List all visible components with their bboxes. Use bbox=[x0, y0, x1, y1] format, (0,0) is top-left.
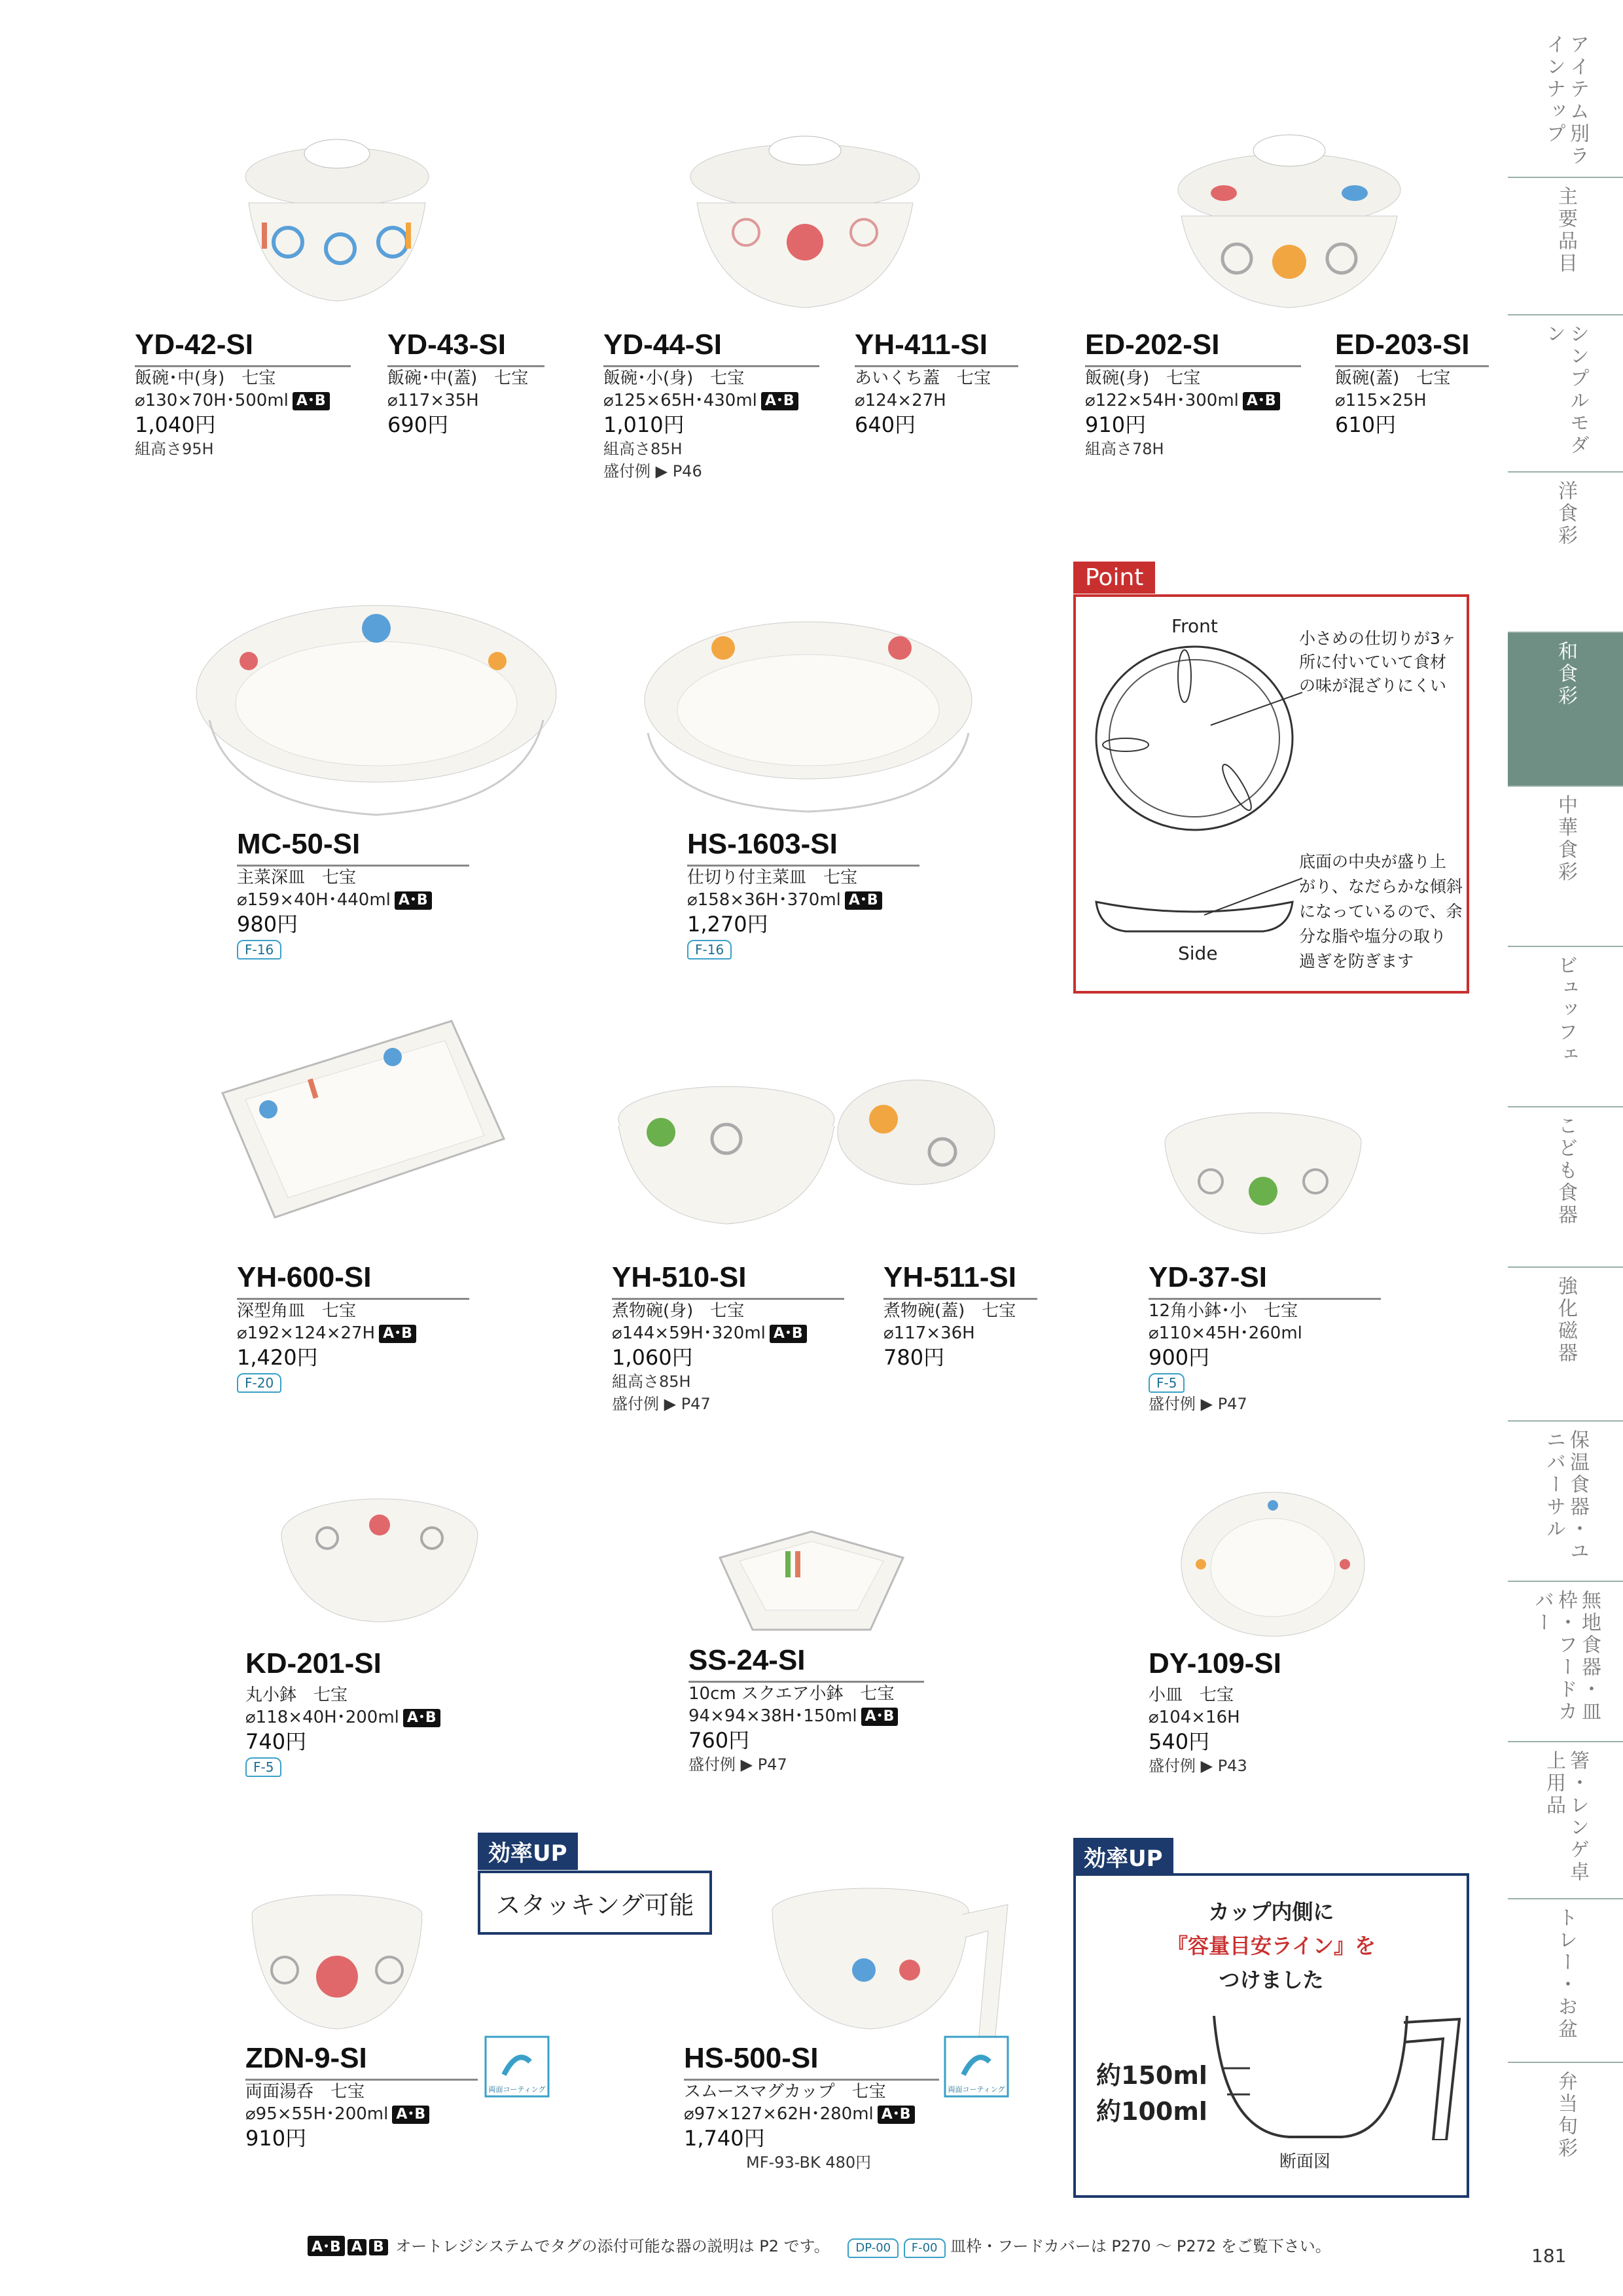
product-price: 1,420円 bbox=[237, 1345, 318, 1370]
frame-tag: F-5 bbox=[1149, 1373, 1185, 1393]
product-size: ⌀122×54H･300ml A･B bbox=[1085, 389, 1301, 412]
bowl-image-yd37 bbox=[1158, 1106, 1368, 1237]
product-name: 丸小鉢 七宝 bbox=[245, 1685, 348, 1705]
product-name: 飯碗･中(身) 七宝 bbox=[135, 368, 276, 388]
product-hs1603 bbox=[687, 828, 919, 960]
product-name: 主菜深皿 七宝 bbox=[237, 868, 357, 888]
product-name: 煮物碗(身) 七宝 bbox=[612, 1301, 745, 1321]
product-size: ⌀115×25H bbox=[1335, 391, 1427, 410]
autoreg-badge: A･B bbox=[395, 891, 432, 910]
product-name: あいくち蓋 七宝 bbox=[855, 368, 991, 388]
product-code: MC-50-SI bbox=[237, 828, 469, 867]
svg-text:両面コーティング: 両面コーティング bbox=[488, 2085, 546, 2094]
product-size: ⌀124×27H bbox=[855, 391, 946, 410]
product-price: 910円 bbox=[245, 2126, 307, 2151]
serving-ref-link[interactable]: 盛付例 ▶ P47 bbox=[612, 1395, 711, 1413]
product-code: YH-510-SI bbox=[612, 1261, 844, 1300]
product-price: 610円 bbox=[1335, 412, 1397, 437]
sidebar-item-chinese[interactable]: 中華食彩 bbox=[1508, 785, 1623, 946]
product-hs500 bbox=[684, 2042, 939, 2174]
sidebar-item-kids[interactable]: こども食器 bbox=[1508, 1106, 1623, 1266]
footer bbox=[308, 2233, 1331, 2258]
autoreg-badge: A･B bbox=[770, 1325, 807, 1343]
sidebar-item-porcelain[interactable]: 強化磁器 bbox=[1508, 1266, 1623, 1420]
plate-image-dy109 bbox=[1175, 1486, 1371, 1643]
product-name: 10cm スクエア小鉢 七宝 bbox=[688, 1684, 895, 1704]
product-name: 煮物碗(蓋) 七宝 bbox=[883, 1301, 1016, 1321]
serving-ref-link[interactable]: 盛付例 ▶ P47 bbox=[688, 1755, 787, 1774]
product-size: ⌀117×35H bbox=[387, 391, 479, 410]
autoreg-badge: A･B bbox=[861, 1708, 899, 1726]
badge-a: A bbox=[348, 2239, 366, 2255]
efficiency-heading: 効率UP bbox=[1073, 1838, 1173, 1875]
bowl-image-ed202 bbox=[1165, 131, 1414, 314]
product-size: ⌀158×36H･370ml A･B bbox=[687, 889, 919, 911]
efficiency-heading: 効率UP bbox=[478, 1833, 578, 1870]
divided-plate-diagram bbox=[1086, 640, 1302, 967]
coating-icon bbox=[484, 2036, 550, 2098]
product-code: ZDN-9-SI bbox=[245, 2042, 478, 2081]
side-label: Side bbox=[1178, 942, 1218, 964]
product-size: ⌀117×36H bbox=[883, 1323, 975, 1343]
product-name: 小皿 七宝 bbox=[1149, 1685, 1234, 1705]
product-price: 910円 bbox=[1085, 412, 1147, 437]
plate-image-mc50 bbox=[190, 589, 563, 818]
product-name: 仕切り付主菜皿 七宝 bbox=[687, 868, 858, 888]
product-yh511 bbox=[883, 1261, 1037, 1371]
product-name: 深型角皿 七宝 bbox=[237, 1301, 357, 1321]
product-size: ⌀144×59H･320ml A･B bbox=[612, 1322, 844, 1344]
sidebar-item-tabletop[interactable]: 箸・レンゲ卓上用品 bbox=[1508, 1741, 1623, 1898]
bowl-image-yh510 bbox=[609, 1073, 1001, 1230]
product-name: スムースマグカップ 七宝 bbox=[684, 2082, 886, 2102]
product-code: HS-500-SI bbox=[684, 2042, 939, 2081]
product-name: 飯碗(蓋) 七宝 bbox=[1335, 368, 1451, 388]
product-price: 760円 bbox=[688, 1728, 750, 1753]
bowl-image-yd42 bbox=[236, 124, 438, 314]
product-yh600 bbox=[237, 1261, 469, 1393]
product-code: YH-511-SI bbox=[883, 1261, 1037, 1300]
product-code: DY-109-SI bbox=[1149, 1647, 1281, 1679]
product-yd44 bbox=[603, 329, 819, 482]
stacking-note: スタッキング可能 bbox=[478, 1871, 712, 1935]
section-caption: 断面図 bbox=[1279, 2152, 1331, 2172]
product-code: YD-44-SI bbox=[603, 329, 819, 367]
frame-tag: F-16 bbox=[237, 940, 281, 960]
product-code: YD-43-SI bbox=[387, 329, 544, 367]
product-code: YH-411-SI bbox=[855, 329, 1018, 367]
point-panel bbox=[1073, 562, 1469, 994]
tray-image-yh600 bbox=[196, 1008, 524, 1224]
autoreg-badge: A･B bbox=[845, 891, 882, 910]
front-label: Front bbox=[1171, 615, 1218, 637]
footer-note-autoreg: オートレジシステムでタグの添付可能な器の説明は P2 です。 bbox=[395, 2237, 830, 2255]
plate-image-hs1603 bbox=[638, 609, 978, 818]
product-name: 飯碗･小(身) 七宝 bbox=[603, 368, 745, 388]
product-size: ⌀130×70H･500ml A･B bbox=[135, 389, 351, 412]
product-yh411 bbox=[855, 329, 1018, 438]
product-mc50 bbox=[237, 828, 469, 960]
product-price: 900円 bbox=[1149, 1345, 1210, 1370]
frame-tag: F-16 bbox=[687, 940, 732, 960]
product-dy109 bbox=[1149, 1647, 1345, 1777]
autoreg-badge: A･B bbox=[761, 392, 798, 410]
category-sidebar bbox=[1508, 0, 1623, 2296]
product-note: 組高さ78H bbox=[1085, 440, 1164, 458]
bowl-image-yd44 bbox=[674, 124, 936, 314]
autoreg-badge: A･B bbox=[379, 1325, 416, 1343]
sidebar-item-universal[interactable]: 保温食器・ユニバーサル bbox=[1508, 1420, 1623, 1581]
product-price: 980円 bbox=[237, 912, 298, 937]
product-size: ⌀192×124×27H A･B bbox=[237, 1322, 469, 1344]
sidebar-item-japanese[interactable]: 和食彩 bbox=[1508, 632, 1623, 785]
sidebar-item-tray[interactable]: トレー・お盆 bbox=[1508, 1898, 1623, 2062]
product-yd37 bbox=[1149, 1261, 1381, 1415]
sidebar-item-plain[interactable]: 無地食器・皿枠・フードカバー bbox=[1508, 1581, 1623, 1741]
mark-150ml: 約150ml bbox=[1096, 2061, 1207, 2090]
serving-ref-link[interactable]: 盛付例 ▶ P46 bbox=[603, 462, 702, 480]
mark-100ml: 約100ml bbox=[1096, 2097, 1207, 2126]
product-price: 1,740円 bbox=[684, 2126, 765, 2151]
coating-icon bbox=[944, 2036, 1009, 2098]
frame-tag: F-5 bbox=[245, 1757, 281, 1777]
product-name: 12角小鉢･小 七宝 bbox=[1149, 1301, 1298, 1321]
product-note: 組高さ85H bbox=[603, 440, 683, 458]
product-ed202 bbox=[1085, 329, 1301, 460]
product-size: ⌀97×127×62H･280ml A･B bbox=[684, 2103, 939, 2125]
product-size: ⌀118×40H･200ml A･B bbox=[245, 1706, 442, 1729]
product-size: ⌀125×65H･430ml A･B bbox=[603, 389, 819, 412]
product-name: 両面湯呑 七宝 bbox=[245, 2082, 365, 2102]
product-yd43 bbox=[387, 329, 544, 438]
product-price: 690円 bbox=[387, 412, 449, 437]
product-price: 780円 bbox=[883, 1345, 945, 1370]
autoreg-badge: A･B bbox=[1243, 392, 1280, 410]
product-size: ⌀95×55H･200ml A･B bbox=[245, 2103, 478, 2125]
product-name: 飯碗･中(蓋) 七宝 bbox=[387, 368, 529, 388]
mug-image-hs500 bbox=[766, 1885, 1014, 2042]
sidebar-item-buffet[interactable]: ビュッフェ bbox=[1508, 946, 1623, 1106]
product-price: 740円 bbox=[245, 1729, 307, 1754]
product-code: YH-600-SI bbox=[237, 1261, 469, 1300]
product-code: ED-203-SI bbox=[1335, 329, 1489, 367]
bowl-image-ss24 bbox=[713, 1525, 910, 1636]
product-ed203 bbox=[1335, 329, 1489, 438]
product-price: 1,270円 bbox=[687, 912, 768, 937]
tag-dp: DP-00 bbox=[847, 2238, 899, 2258]
product-code: KD-201-SI bbox=[245, 1647, 382, 1679]
cup-section-diagram bbox=[1211, 2009, 1472, 2140]
capacity-line-text: カップ内側に 『容量目安ライン』を つけました bbox=[1166, 1899, 1376, 1992]
product-code: YD-37-SI bbox=[1149, 1261, 1381, 1300]
point-text-base: 底面の中央が盛り上 がり、なだらかな傾斜 になっているので、余 分な脂や塩分の取り 過ぎを防ぎます bbox=[1299, 852, 1463, 971]
serving-ref-link[interactable]: 盛付例 ▶ P43 bbox=[1149, 1757, 1247, 1775]
product-ss24 bbox=[688, 1644, 924, 1776]
sidebar-item-bento[interactable]: 弁当旬彩 bbox=[1508, 2062, 1623, 2212]
product-zdn9 bbox=[245, 2042, 478, 2151]
product-kd201 bbox=[245, 1647, 442, 1777]
point-text-partition: 小さめの仕切りが3ヶ 所に付いていて食材 の味が混ざりにくい bbox=[1299, 629, 1457, 695]
product-code: HS-1603-SI bbox=[687, 828, 919, 867]
badge-ab: A･B bbox=[308, 2236, 345, 2256]
sidebar-item-simple-modern[interactable]: シンプルモダン bbox=[1508, 314, 1623, 471]
product-code: YD-42-SI bbox=[135, 329, 351, 367]
svg-text:両面コーティング: 両面コーティング bbox=[948, 2085, 1005, 2094]
product-price: 1,010円 bbox=[603, 412, 685, 437]
product-price: 640円 bbox=[855, 412, 916, 437]
tag-f: F-00 bbox=[904, 2238, 946, 2258]
serving-ref-link[interactable]: 盛付例 ▶ P47 bbox=[1149, 1395, 1247, 1413]
cup-image-zdn9 bbox=[245, 1892, 429, 2036]
product-size: ⌀110×45H･260ml bbox=[1149, 1323, 1302, 1343]
product-note: 組高さ85H bbox=[612, 1372, 691, 1391]
autoreg-badge: A･B bbox=[878, 2106, 915, 2124]
related-product: MF-93-BK 480円 bbox=[746, 2153, 872, 2172]
product-size: ⌀159×40H･440ml A･B bbox=[237, 889, 469, 911]
product-yd42 bbox=[135, 329, 351, 460]
sidebar-item-western[interactable]: 洋食彩 bbox=[1508, 471, 1623, 632]
bowl-image-kd201 bbox=[275, 1492, 484, 1623]
sidebar-item-lineup[interactable]: アイテム別ラインナップ bbox=[1543, 34, 1589, 168]
product-size: 94×94×38H･150ml A･B bbox=[688, 1705, 924, 1727]
autoreg-badge: A･B bbox=[293, 392, 330, 410]
product-size: ⌀104×16H bbox=[1149, 1708, 1240, 1727]
product-price: 1,040円 bbox=[135, 412, 216, 437]
autoreg-badge: A･B bbox=[392, 2106, 429, 2124]
product-code: SS-24-SI bbox=[688, 1644, 924, 1683]
point-heading: Point bbox=[1073, 562, 1155, 594]
product-yh510 bbox=[612, 1261, 844, 1415]
autoreg-badge: A･B bbox=[403, 1709, 440, 1727]
product-name: 飯碗(身) 七宝 bbox=[1085, 368, 1201, 388]
badge-b: B bbox=[369, 2239, 388, 2255]
page-number: 181 bbox=[1531, 2245, 1567, 2267]
product-price: 1,060円 bbox=[612, 1345, 693, 1370]
product-code: ED-202-SI bbox=[1085, 329, 1301, 367]
sidebar-item-main[interactable]: 主要品目 bbox=[1508, 177, 1623, 314]
product-price: 540円 bbox=[1149, 1729, 1210, 1754]
product-note: 組高さ95H bbox=[135, 440, 214, 458]
footer-note-frame: 皿枠・フードカバーは P270 ～ P272 をご覧下さい。 bbox=[950, 2237, 1331, 2255]
frame-tag: F-20 bbox=[237, 1373, 281, 1393]
